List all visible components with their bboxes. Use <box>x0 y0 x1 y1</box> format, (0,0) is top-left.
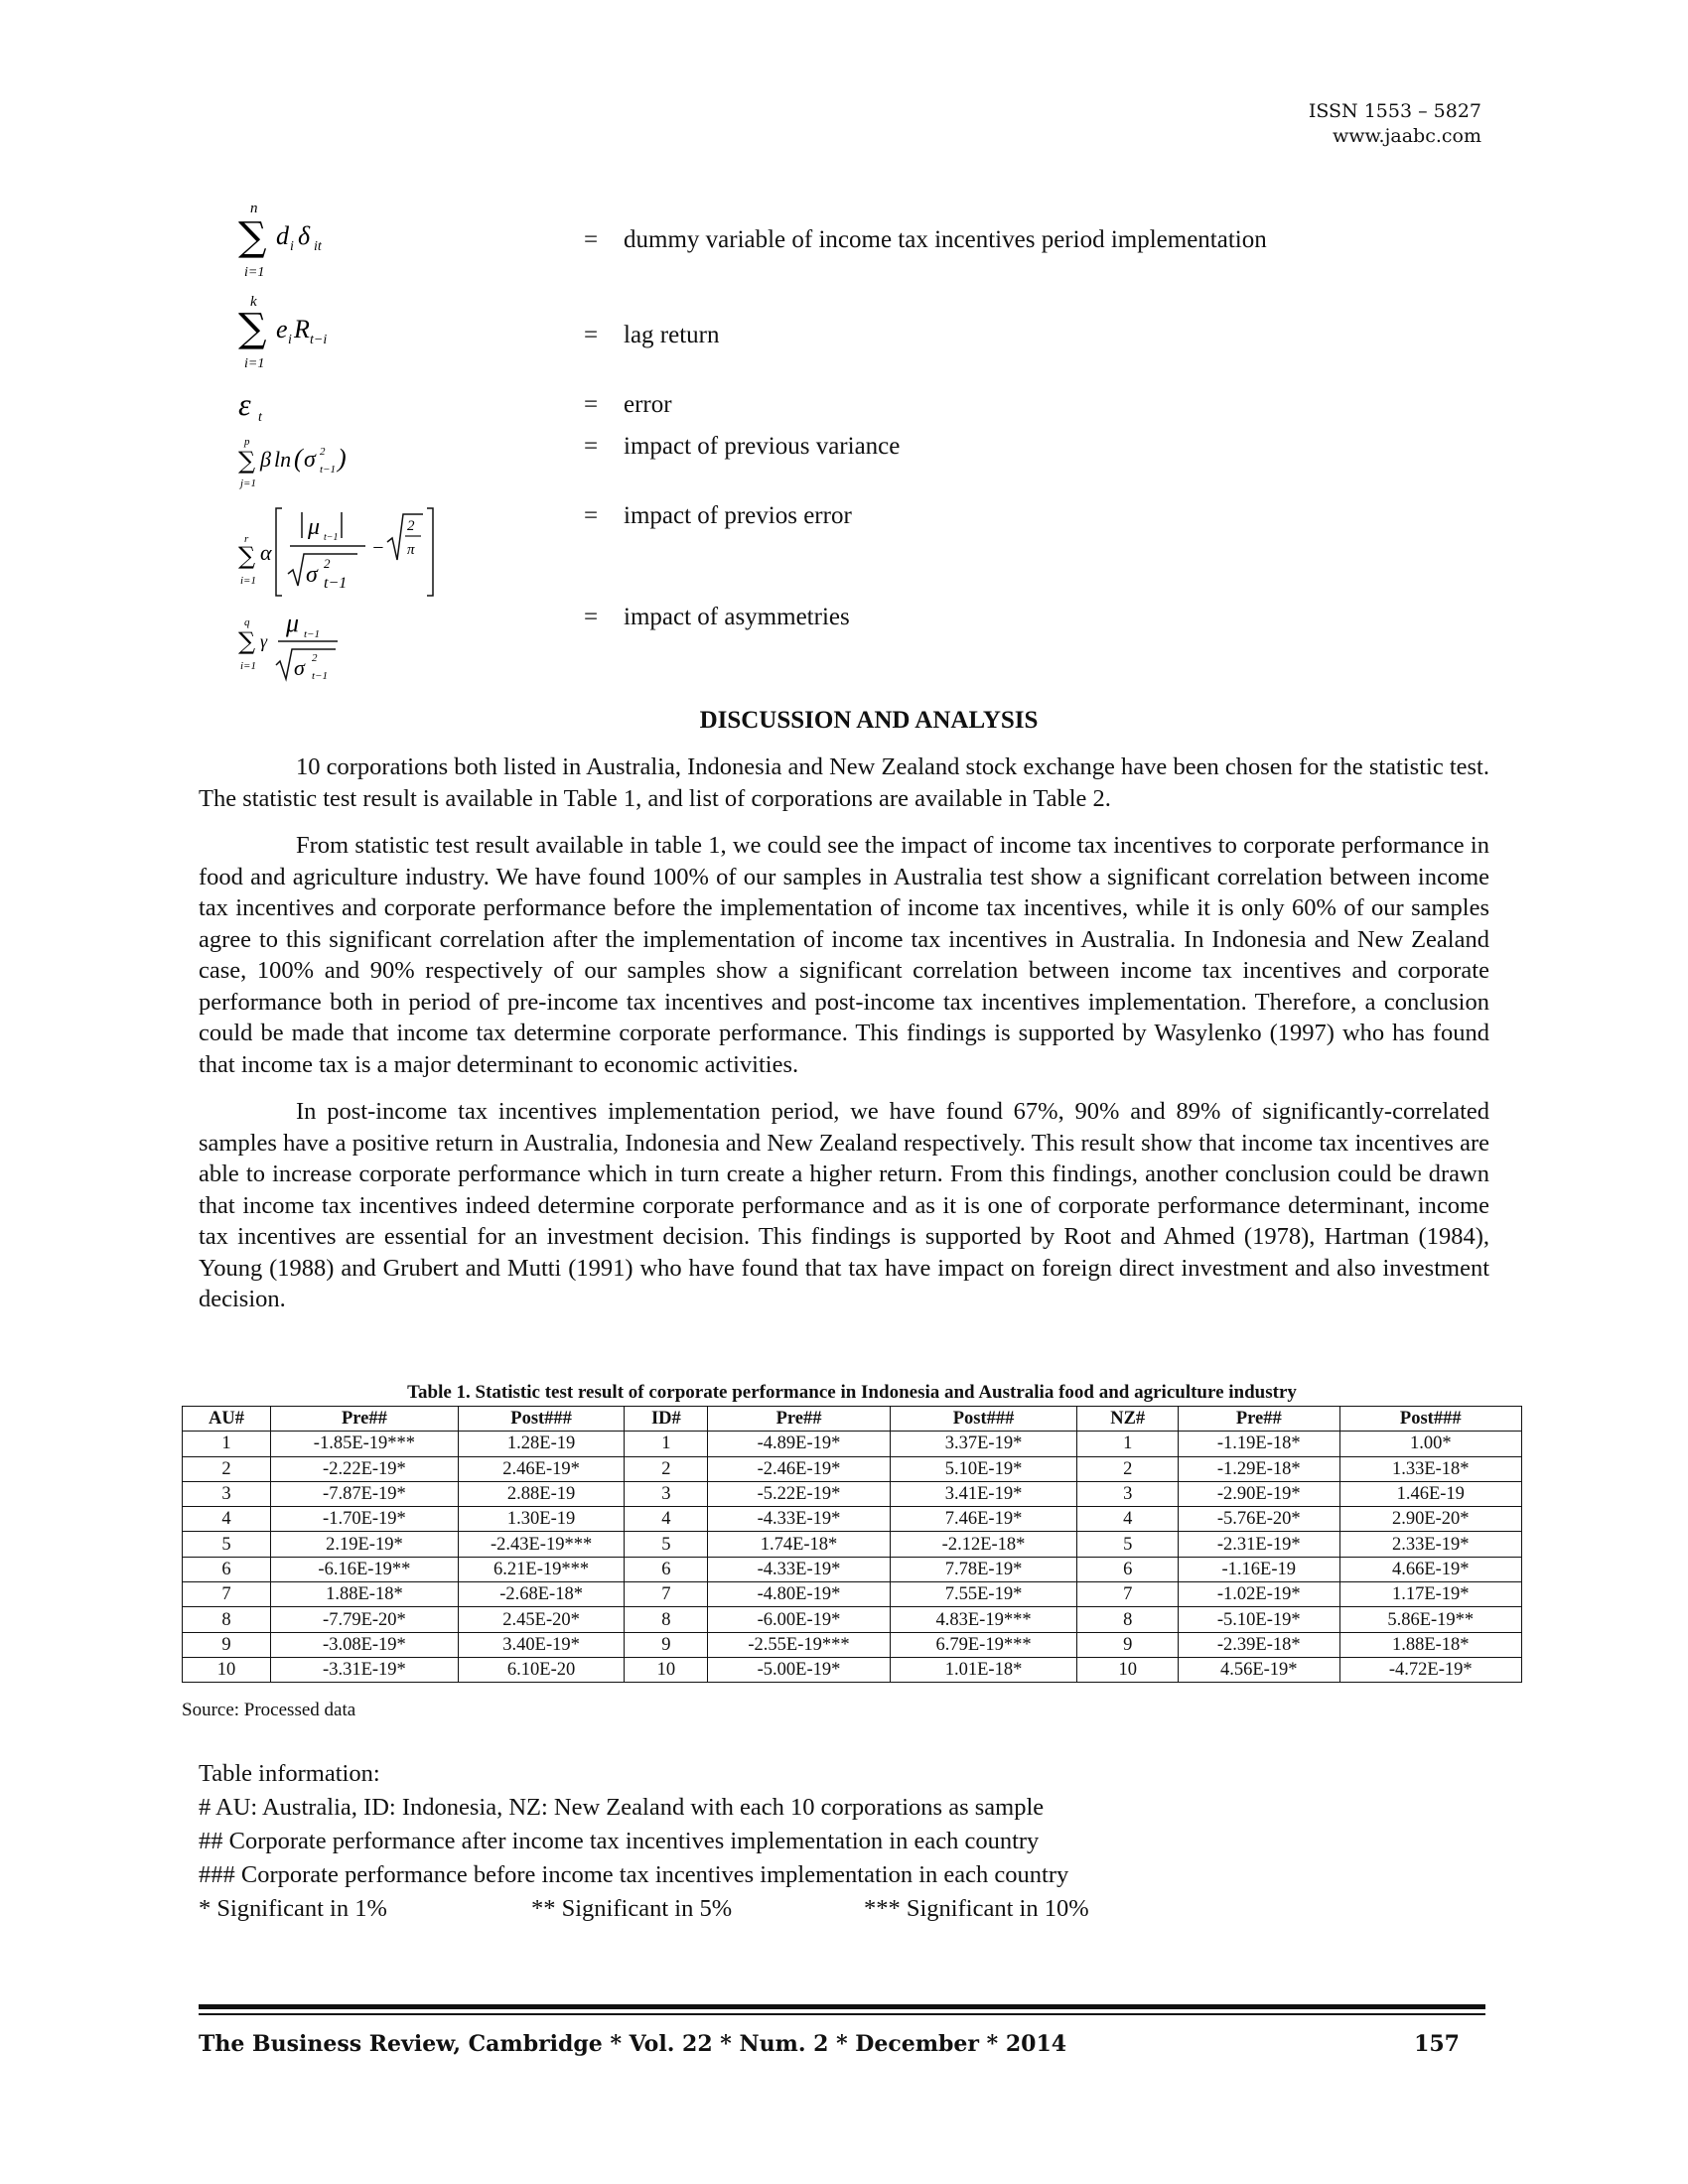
section-title: DISCUSSION AND ANALYSIS <box>699 707 1039 734</box>
significance-1: * Significant in 1% <box>199 1895 387 1922</box>
svg-text:q: q <box>244 616 250 628</box>
table-cell: 8 <box>1077 1607 1179 1632</box>
table-cell: 5 <box>183 1532 271 1557</box>
table-row <box>183 1532 1522 1557</box>
table-cell: -1.02E-19* <box>1179 1582 1339 1607</box>
alpha-error-formula <box>238 502 477 602</box>
svg-text:t−1: t−1 <box>324 532 339 543</box>
table-source: Source: Processed data <box>182 1700 356 1720</box>
table-information <box>199 1757 1089 1926</box>
table-cell: 2.88E-19 <box>458 1481 625 1506</box>
table-cell: -2.55E-19*** <box>708 1632 890 1657</box>
table-header-cell: Pre## <box>1179 1407 1339 1432</box>
svg-text:ln: ln <box>274 447 292 472</box>
table-cell: -3.08E-19* <box>271 1632 459 1657</box>
svg-text:γ: γ <box>260 631 268 651</box>
table-row <box>183 1632 1522 1657</box>
formula-epsilon <box>238 387 298 432</box>
table-header-cell: Post### <box>890 1407 1077 1432</box>
svg-text:μ: μ <box>286 609 300 637</box>
table-cell: 2.90E-20* <box>1339 1507 1522 1532</box>
table-cell: -4.33E-19* <box>708 1507 890 1532</box>
table-cell: -5.22E-19* <box>708 1481 890 1506</box>
svg-text:2: 2 <box>320 446 326 458</box>
equals-sign: = <box>584 391 599 418</box>
definition-text: impact of previous variance <box>624 433 901 460</box>
table-cell: -6.00E-19* <box>708 1607 890 1632</box>
svg-text:2: 2 <box>312 652 318 664</box>
table-cell: 1.46E-19 <box>1339 1481 1522 1506</box>
definition-text: dummy variable of income tax incentives period implementation <box>624 226 1267 253</box>
svg-text:i: i <box>288 333 292 347</box>
paragraph: 10 corporations both listed in Australia, Indonesia and New Zealand stock exchange have been chosen for the statistic test. The statistic test result is available in Table 1, and list of corporations are available in Table 2. <box>199 753 1489 812</box>
table-cell: 6.10E-20 <box>458 1657 625 1682</box>
table-cell: 1.88E-18* <box>1339 1632 1522 1657</box>
table-row <box>183 1582 1522 1607</box>
table-cell: 3 <box>183 1481 271 1506</box>
table-cell: 9 <box>183 1632 271 1657</box>
svg-text:2: 2 <box>407 518 415 534</box>
gamma-asymmetry-formula <box>238 604 387 683</box>
page-number: 157 <box>1414 2031 1460 2057</box>
table-cell: 9 <box>625 1632 708 1657</box>
table-cell: -1.29E-18* <box>1179 1456 1339 1481</box>
formula-sum-lag-return <box>238 294 377 378</box>
table-cell: 2.46E-19* <box>458 1456 625 1481</box>
table-cell: 3.41E-19* <box>890 1481 1077 1506</box>
table-cell: 1.74E-18* <box>708 1532 890 1557</box>
formula-sum-d-delta <box>238 199 377 293</box>
table-cell: -4.80E-19* <box>708 1582 890 1607</box>
svg-text:j=1: j=1 <box>240 478 256 489</box>
definition-text: impact of asymmetries <box>624 604 850 630</box>
formula-asymmetries <box>238 604 387 688</box>
table-cell: 2 <box>183 1456 271 1481</box>
svg-text:ε: ε <box>238 387 251 422</box>
svg-text:R: R <box>294 315 310 343</box>
table-row <box>183 1481 1522 1506</box>
table-cell: 10 <box>183 1657 271 1682</box>
svg-text:2: 2 <box>324 556 331 571</box>
table-header-cell: Post### <box>1339 1407 1522 1432</box>
table-header-cell: Pre## <box>271 1407 459 1432</box>
svg-text:π: π <box>407 542 415 558</box>
svg-text:i=1: i=1 <box>244 356 265 371</box>
table-cell: 6.21E-19*** <box>458 1557 625 1581</box>
table-cell: 8 <box>183 1607 271 1632</box>
equals-sign: = <box>584 226 599 253</box>
svg-text:α: α <box>260 540 272 565</box>
body-text <box>199 751 1489 1331</box>
page-header <box>1309 99 1481 149</box>
table-cell: -4.72E-19* <box>1339 1657 1522 1682</box>
formula-previous-error <box>238 502 477 607</box>
table-cell: 7.55E-19* <box>890 1582 1077 1607</box>
table-cell: 1 <box>183 1432 271 1456</box>
table-cell: 5 <box>625 1532 708 1557</box>
table-cell: 2 <box>1077 1456 1179 1481</box>
svg-text:∑: ∑ <box>238 447 256 475</box>
table-cell: -7.87E-19* <box>271 1481 459 1506</box>
issn-text: ISSN 1553 – 5827 <box>1308 100 1481 122</box>
table-cell: 1.01E-18* <box>890 1657 1077 1682</box>
significance-legend <box>199 1892 1089 1926</box>
svg-text:i=1: i=1 <box>244 265 265 280</box>
table-cell: 2.45E-20* <box>458 1607 625 1632</box>
svg-text:it: it <box>314 239 322 254</box>
svg-text:∑: ∑ <box>238 214 267 260</box>
table-cell: 5.10E-19* <box>890 1456 1077 1481</box>
table-cell: 1.33E-18* <box>1339 1456 1522 1481</box>
table-cell: -5.76E-20* <box>1179 1507 1339 1532</box>
table-header-row <box>183 1407 1522 1432</box>
equals-sign: = <box>584 604 599 630</box>
table-cell: -4.33E-19* <box>708 1557 890 1581</box>
table-header-cell: AU# <box>183 1407 271 1432</box>
table-cell: 1.28E-19 <box>458 1432 625 1456</box>
table-row <box>183 1657 1522 1682</box>
table-cell: -2.31E-19* <box>1179 1532 1339 1557</box>
table-cell: 4 <box>625 1507 708 1532</box>
svg-text:d: d <box>276 221 289 250</box>
svg-text:β: β <box>260 447 271 472</box>
table-cell: 3.37E-19* <box>890 1432 1077 1456</box>
svg-text:−: − <box>371 537 385 559</box>
table-cell: 7 <box>625 1582 708 1607</box>
table-cell: 1 <box>625 1432 708 1456</box>
table-cell: 6 <box>625 1557 708 1581</box>
equals-sign: = <box>584 433 599 460</box>
table-cell: 2.33E-19* <box>1339 1532 1522 1557</box>
sum-e-r-formula <box>238 294 377 373</box>
table-cell: 1 <box>1077 1432 1179 1456</box>
table-cell: -2.90E-19* <box>1179 1481 1339 1506</box>
table-body <box>183 1432 1522 1683</box>
table-cell: 1.00* <box>1339 1432 1522 1456</box>
svg-text:): ) <box>338 444 347 473</box>
table-cell: 6.79E-19*** <box>890 1632 1077 1657</box>
table-cell: 4.83E-19*** <box>890 1607 1077 1632</box>
sum-d-delta-formula <box>238 199 377 288</box>
footer-rule <box>199 2013 1485 2015</box>
paragraph: In post-income tax incentives implementation period, we have found 67%, 90% and 89% of significantly-correlated samples have a positive return in Australia, Indonesia and New Zealand respectively. This result show that income tax incentives are able to increase corporate performance which in turn create a higher return. From this findings, another conclusion could be drawn that income tax incentives indeed determine corporate performance and as it is one of corporate performance determinant, income tax incentives are essential for an investment decision. This findings is supported by Root and Ahmed (1978), Hartman (1984), Young (1988) and Grubert and Mutti (1991) who have found that tax have impact on foreign direct investment and also investment decision. <box>199 1098 1489 1312</box>
svg-text:t−i: t−i <box>310 333 328 347</box>
info-line: ## Corporate performance after income tax incentives implementation in each country <box>199 1828 1040 1854</box>
significance-10: *** Significant in 10% <box>864 1895 1089 1922</box>
table-cell: -7.79E-20* <box>271 1607 459 1632</box>
svg-text:r: r <box>244 533 249 545</box>
table-cell: 10 <box>625 1657 708 1682</box>
table-cell: 1.17E-19* <box>1339 1582 1522 1607</box>
table-cell: -1.70E-19* <box>271 1507 459 1532</box>
definition-text: impact of previos error <box>624 502 852 529</box>
table-row <box>183 1507 1522 1532</box>
table-cell: 6 <box>183 1557 271 1581</box>
info-line: ### Corporate performance before income tax incentives implementation in each country <box>199 1861 1069 1888</box>
table-cell: 3.40E-19* <box>458 1632 625 1657</box>
table-cell: -1.19E-18* <box>1179 1432 1339 1456</box>
table-cell: 4.66E-19* <box>1339 1557 1522 1581</box>
epsilon-formula <box>238 387 298 427</box>
table-cell: -2.68E-18* <box>458 1582 625 1607</box>
table-cell: -3.31E-19* <box>271 1657 459 1682</box>
page-footer <box>199 2031 1460 2057</box>
table-cell: 2 <box>625 1456 708 1481</box>
significance-5: ** Significant in 5% <box>531 1895 733 1922</box>
table-cell: 1.30E-19 <box>458 1507 625 1532</box>
results-table <box>182 1406 1522 1683</box>
table-cell: 4 <box>183 1507 271 1532</box>
table-cell: 4 <box>1077 1507 1179 1532</box>
svg-text:σ: σ <box>304 447 316 473</box>
svg-text:e: e <box>276 315 288 343</box>
svg-text:σ: σ <box>306 562 318 588</box>
table-row <box>183 1557 1522 1581</box>
table-cell: 5 <box>1077 1532 1179 1557</box>
table-cell: -1.16E-19 <box>1179 1557 1339 1581</box>
table-cell: 6 <box>1077 1557 1179 1581</box>
svg-text:t−1: t−1 <box>324 575 348 592</box>
table-cell: -2.22E-19* <box>271 1456 459 1481</box>
svg-text:t−1: t−1 <box>312 670 328 682</box>
table-header-cell: ID# <box>625 1407 708 1432</box>
table-cell: -5.10E-19* <box>1179 1607 1339 1632</box>
table-cell: 7.78E-19* <box>890 1557 1077 1581</box>
svg-text:k: k <box>250 294 257 310</box>
info-heading: Table information: <box>199 1760 380 1787</box>
svg-text:t: t <box>258 410 262 425</box>
table-row <box>183 1432 1522 1456</box>
table-cell: 10 <box>1077 1657 1179 1682</box>
table-cell: 7 <box>183 1582 271 1607</box>
svg-text:δ: δ <box>298 221 311 250</box>
table-cell: -1.85E-19*** <box>271 1432 459 1456</box>
formula-previous-variance <box>238 433 407 497</box>
equals-sign: = <box>584 322 599 348</box>
table-cell: -2.46E-19* <box>708 1456 890 1481</box>
table-cell: 4.56E-19* <box>1179 1657 1339 1682</box>
beta-ln-sigma-formula <box>238 433 407 492</box>
table-cell: -6.16E-19** <box>271 1557 459 1581</box>
table-cell: 3 <box>1077 1481 1179 1506</box>
equals-sign: = <box>584 502 599 529</box>
table-cell: 1.88E-18* <box>271 1582 459 1607</box>
table-cell: -4.89E-19* <box>708 1432 890 1456</box>
table-cell: 9 <box>1077 1632 1179 1657</box>
table-cell: -2.39E-18* <box>1179 1632 1339 1657</box>
table-caption: Table 1. Statistic test result of corporate performance in Indonesia and Australia food and agriculture industry <box>407 1382 1297 1403</box>
table-cell: -5.00E-19* <box>708 1657 890 1682</box>
svg-text:n: n <box>250 201 258 216</box>
table-cell: 3 <box>625 1481 708 1506</box>
table-row <box>183 1607 1522 1632</box>
definition-text: lag return <box>624 322 720 348</box>
table-cell: 7.46E-19* <box>890 1507 1077 1532</box>
table-cell: 5.86E-19** <box>1339 1607 1522 1632</box>
table-header-cell: Pre## <box>708 1407 890 1432</box>
table-cell: -2.43E-19*** <box>458 1532 625 1557</box>
svg-text:μ: μ <box>308 514 321 540</box>
table-row <box>183 1456 1522 1481</box>
table-cell: 2.19E-19* <box>271 1532 459 1557</box>
svg-text:t−1: t−1 <box>304 628 320 640</box>
svg-text:∑: ∑ <box>238 306 267 351</box>
table-cell: 7 <box>1077 1582 1179 1607</box>
svg-text:∑: ∑ <box>238 627 256 655</box>
svg-text:i=1: i=1 <box>240 660 256 672</box>
svg-text:∑: ∑ <box>238 542 256 570</box>
svg-text:σ: σ <box>294 655 305 680</box>
svg-text:p: p <box>244 436 250 448</box>
svg-text:i=1: i=1 <box>240 575 256 587</box>
table-cell: -2.12E-18* <box>890 1532 1077 1557</box>
table-cell: 8 <box>625 1607 708 1632</box>
footer-rule <box>199 2004 1485 2009</box>
svg-text:t−1: t−1 <box>320 464 336 476</box>
paragraph: From statistic test result available in table 1, we could see the impact of income tax incentives to corporate performance in food and agriculture industry. We have found 100% of our samples in Australia test show a significant correlation between income tax incentives and corporate performance before the implementation of income tax incentives, while it is only 60% of our samples agree to this significant correlation after the implementation of income tax incentives in Australia. In Indonesia and New Zealand case, 100% and 90% respectively of our samples show a significant correlation between income tax incentives and corporate performance both in period of pre-income tax incentives and post-income tax incentives implementation. Therefore, a conclusion could be made that income tax determine corporate performance. This findings is supported by Wasylenko (1997) who has found that income tax is a major determinant to economic activities. <box>199 832 1489 1078</box>
website-text: www.jaabc.com <box>1332 125 1481 147</box>
journal-citation: The Business Review, Cambridge * Vol. 22 * Num. 2 * December * 2014 <box>199 2031 1067 2057</box>
info-line: # AU: Australia, ID: Indonesia, NZ: New Zealand with each 10 corporations as sample <box>199 1794 1045 1821</box>
svg-text:(: ( <box>294 444 303 473</box>
definition-text: error <box>624 391 672 418</box>
table-header-cell: NZ# <box>1077 1407 1179 1432</box>
svg-text:i: i <box>290 239 294 254</box>
table-header-cell: Post### <box>458 1407 625 1432</box>
